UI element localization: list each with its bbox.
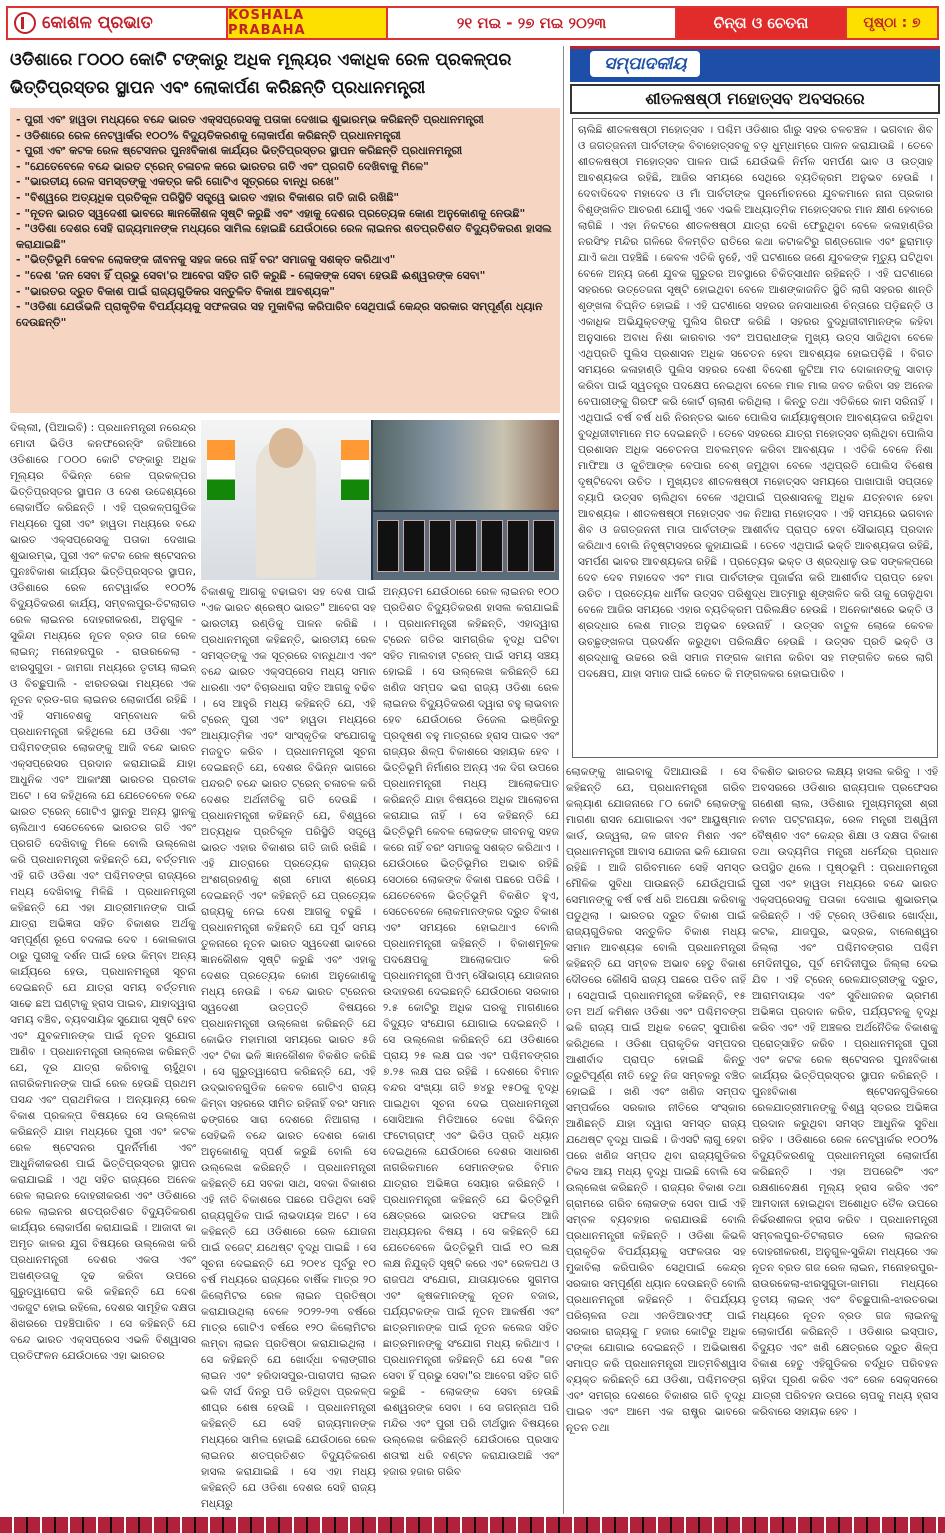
highlight-item: - ପୁରୀ ଏବଂ ହାୱଡା ମଧ୍ୟରେ ବନ୍ଦେ ଭାରତ ଏକ୍ସପ୍ରେସକୁ ପତାକା ଦେଖାଇ ଶୁଭାରମ୍ଭ କରିଛନ୍ତି ପ୍ରଧାନମନ୍ତ୍ରୀ — [16, 113, 484, 126]
highlight-item: - "ଯେତେବେଳେ ବନ୍ଦେ ଭାରତ ଟ୍ରେନ୍ ଚଳାଚଳ କରେ ଭାରତର ଗତି ଏବଂ ପ୍ରଗତି ଦେଖିବାକୁ ମିଳେ" — [16, 159, 429, 173]
highlight-item: - "ଭିତ୍ତିଭୂମି କେବଳ ଲୋକଙ୍କ ଜୀବନକୁ ସହଜ କରେ ନାହିଁ ବରଂ ସମାଜକୁ ସଶକ୍ତ କରିଥାଏ" — [16, 253, 396, 267]
masthead — [6, 6, 939, 40]
plaque — [403, 520, 425, 572]
article-column-2: ବିକାଶକୁ ଆଗକୁ ବଢାଇବା ସହ ଦେଶ ପାଇଁ "ଏକ ଭାରତ ଶ୍ରେଷ୍ଠ ଭାରତ" ଆବେଗ ସହ ଭାରତୀୟ ରଣ୍ଡିକୁ ପାଳନ କରିଛି । ପ୍ରଧାନମନ୍ତ୍ରୀ କହିଛନ୍ତି, ଭାରତୀୟ ରେଳ ସମସ୍ତଙ୍କୁ ଏକ ସୂତ୍ରରେ ବାନ୍ଧିଥାଏ ଏବଂ ବନ୍ଦେ ଭାରତ ଏକ୍ସପ୍ରେସ ମଧ୍ୟ ସମାନ ଧାରଣା ଏବଂ ବିଚାରଧାରା ସହିତ ଆଗକୁ ବଢିବ । ସେ ଆହୁରି ମଧ୍ୟ କହିଛନ୍ତି ଯେ, ଏହି ଟ୍ରେନ୍ ପୁରୀ ଏବଂ ହାୱଡା ମଧ୍ୟରେ ଆଧ୍ୟାତ୍ମିକ ଏବଂ ସାଂସ୍କୃତିକ ସଂଯୋଗକୁ ମଜବୁତ କରିବ । ପ୍ରଧାନମନ୍ତ୍ରୀ ସୂଚନା ଦେଇଛନ୍ତି ଯେ, ଦେଶର ବିଭିନ୍ନ ଭାଗରେ ପନ୍ଦରଟି ବନ୍ଦେ ଭାରତ ଟ୍ରେନ୍ ଚଳାଚଳ କରି ଦେଶର ଅର୍ଥନୀତିକୁ ଗତି ଦେଉଛି । ପ୍ରଧାନମନ୍ତ୍ରୀ କହିଛନ୍ତି ଯେ, ବିଶ୍ୱରେ ଅତ୍ୟଧିକ ପ୍ରତିକୂଳ ପରିସ୍ଥିତି ସତ୍ତ୍ୱେ ଭାରତ ଏହାର ବିକାଶର ଗତି ଜାରି ରଖିଛି । ଏହି ଯାତ୍ରାରେ ପ୍ରତ୍ୟେକ ରାଜ୍ୟର ଅଂଶଗ୍ରହଣକୁ ଶ୍ରୀ ମୋଦୀ ଶ୍ରେୟ ଦେଇଛନ୍ତି ଏବଂ କହିଛନ୍ତି ଯେ ପ୍ରତ୍ୟେକ ରାଜ୍ୟକୁ ନେଇ ଦେଶ ଆଗକୁ ବଢୁଛି । ପ୍ରଧାନମନ୍ତ୍ରୀ କହିଛନ୍ତି ଯେ ପୂର୍ବ ସମୟ ତୁଳନାରେ ନୂତନ ଭାରତ ସ୍ୱଦେଶୀ ଭାବରେ ଜ୍ଞାନକୌଶଳ ସୃଷ୍ଟି କରୁଛି ଏବଂ ଏହାକୁ ଦେଶର ପ୍ରତ୍ୟେକ କୋଣ ଅନୁକୋଣକୁ ମଧ୍ୟ ନେଉଛି । ବନ୍ଦେ ଭାରତ ଟ୍ରେନର ସ୍ୱଦେଶୀ ଉତ୍ପତ୍ତି ବିଷୟରେ ପ୍ରଧାନମନ୍ତ୍ରୀ ଉଲ୍ଲେଖ କରିଛନ୍ତି ଯେ କୋଭିଡ ମହାମାରୀ ସମୟରେ ଭାରତ ୫ଜି ଏବଂ ଟିକା ଭଳି ଜ୍ଞାନକୌଶଳ ବିକଶିତ କରିଛି । ସେ ଗୁରୁତ୍ୱାରୋପ କରିଛନ୍ତି ଯେ, ଏହି ଉଦ୍ଭାବନଗୁଡିକ କେବଳ ଗୋଟିଏ ରାଜ୍ୟ କିମ୍ବା ସହରରେ ସୀମିତ ରହିନାହିଁ ବରଂ ସମାନ ଢଙ୍ଗରେ ସାରା ଦେଶରେ ନିଆଗଲା । ସେହିଭଳି ବନ୍ଦେ ଭାରତ ଦେଶର କୋଣ ଅନୁକୋଣକୁ ସ୍ପର୍ଶ କରୁଛି ବୋଲି ସେ ଉଲ୍ଲେଖ କରିଛନ୍ତି । ପ୍ରଧାନମନ୍ତ୍ରୀ କହିଛନ୍ତି ଯେ ସବକା ସାଥ, ସବକା ବିକାଶର ଏହି ନୀତି ବିକାଶରେ ପଛରେ ପଡିଥିବା ସେହି ରାଜ୍ୟଗୁଡିକ ପାଇଁ ଲାଭଦାୟକ ଅଟେ । ସେ କହିଛନ୍ତି ଯେ ଓଡିଶାରେ ରେଳ ଯୋଜନା ପାଇଁ ବଜେଟ୍ ଯଥେଷ୍ଟ ବୃଦ୍ଧି ପାଇଛି । ସେ ସୂଚନା ଦେଇଛନ୍ତି ଯେ ୨୦୧୪ ପୂର୍ବରୁ ୧୦ ବର୍ଷ ମଧ୍ୟରେ ରାଜ୍ୟରେ ବାର୍ଷିକ ମାତ୍ର ୨୦ କିଲୋମିଟର ରେଳ ଲାଇନ ପ୍ରତିଷ୍ଠା କରାଯାଉଥିଲା ବେଳେ ୨୦୨୨-୨୩ ବର୍ଷରେ ମାତ୍ର ଗୋଟିଏ ବର୍ଷରେ ୧୨୦ କିଲୋମିଟର ଲମ୍ବା ଲାଇନ ପ୍ରତିଷ୍ଠା କରାଯାଇଥିଲା । ସେ କହିଛନ୍ତି ଯେ ଖୋର୍ଦ୍ଧା ବଲାଙ୍ଗୀର ଲାଇନ ଏବଂ ହରିଦାସପୁର-ପାରାଦୀପ ଲାଇନ ଭଳି ଦୀର୍ଘ ଦିନରୁ ପଡି ରହିଥିବା ପ୍ରକଳ୍ପ ଶୀଘ୍ର ଶେଷ ହେଉଛି । ପ୍ରଧାନମନ୍ତ୍ରୀ କହିଛନ୍ତି ଯେ ସେହି ରାଜ୍ୟମାନଙ୍କ ମଧ୍ୟରେ ସାମିଲ ହୋଇଛି ଯେଉଁଠାରେ ରେଳ ଲାଇନର ଶତପ୍ରତିଶତ ବିଦ୍ୟୁତିକରଣ ହାସଲ କରାଯାଇଛି । ସେ ଏହା ମଧ୍ୟ କହିଛନ୍ତି ଯେ ଓଡିଶା ଦେଶର ସେହି ରାଜ୍ୟ ମଧ୍ୟରୁ — [201, 586, 376, 1510]
pm-video-conference-photo — [201, 420, 559, 580]
plaque — [429, 520, 451, 572]
article-column-3: ଅନ୍ୟତମ ଯେଉଁଠାରେ ରେଳ ଲାଇନର ୧୦୦ ପ୍ରତିଶତ ବିଦ୍ୟୁତିକରଣ ହାସଲ କରାଯାଇଛି । ପ୍ରଧାନମନ୍ତ୍ରୀ କହିଛନ୍ତି, ଏହାଦ୍ୱାରା ଟ୍ରେନ ଗତିର ସାମଗ୍ରିକ ବୃଦ୍ଧି ଘଟିବା ସହିତ ମାଲବାହୀ ଟ୍ରେନ୍ ପାଇଁ ସମୟ ସଞ୍ଚୟ ହୋଇଛି । ସେ ଉଲ୍ଲେଖ କରିଛନ୍ତି ଯେ ଖଣିଜ ସମ୍ପଦ ଭରା ରାଜ୍ୟ ଓଡିଶା ରେଳ ଲାଇନର ବିଦ୍ୟୁତିକରଣ ଦ୍ୱାରା ବହୁ ଲାଭବାନ ହେବ ଯେଉଁଠାରେ ଡିଜେଲ ଇଞ୍ଜିନରୁ ପ୍ରଦୂଷଣ ବହୁ ମାତ୍ରାରେ ହ୍ରାସ ପାଇବ ଏବଂ ରାଜ୍ୟର ଶିଳ୍ପ ବିକାଶରେ ସହାୟକ ହେବ । ଭିତ୍ତିଭୂମି ନିର୍ମାଣର ଅନ୍ୟ ଏକ ଦିଗ ଉପରେ ପ୍ରଧାନମନ୍ତ୍ରୀ ମଧ୍ୟ ଆଲୋକପାତ କରିଛନ୍ତି ଯାହା ବିଷୟରେ ଅଧିକ ଆଲୋଚନା କରାଯାଇ ନାହିଁ । ସେ କହିଛନ୍ତି ଯେ ଭିତ୍ତିଭୂମି କେବଳ ଲୋକଙ୍କ ଜୀବନକୁ ସହଜ କରେ ନାହିଁ ବରଂ ସମାଜକୁ ସଶକ୍ତ କରିଥାଏ । ଯେଉଁଠାରେ ଭିତ୍ତିଭୂମିର ଅଭାବ ରହିଛି ସେଠାରେ ଲୋକଙ୍କ ବିକାଶ ପଛରେ ପଡିଛି । ଯେତେବେଳେ ଭିତ୍ତିଭୂମି ବିକଶିତ ହୁଏ, ସେତେବେଳେ ଲୋକମାନଙ୍କର ଦ୍ରୁତ ବିକାଶ ଏବଂ ସମୟରେ ହୋଇଥାଏ ବୋଲି ପ୍ରଧାନମନ୍ତ୍ରୀ କହିଛନ୍ତି । ବିକାଶମୂଳକ ପଦକ୍ଷେପକୁ ଆଲୋକପାତ କରି ପ୍ରଧାନମନ୍ତ୍ରୀ ପିଏମ୍ ସୌଭାଗ୍ୟ ଯୋଜନାର ଉଦାହରଣ ଦେଇଛନ୍ତି ଯେଉଁଠାରେ ସରକାର ୨.୫ କୋଟିରୁ ଅଧିକ ଘରକୁ ମାଗଣାରେ ବିଦ୍ୟୁତ ସଂଯୋଗ ଯୋଗାଇ ଦେଇଛନ୍ତି । ସେ ଉଲ୍ଲେଖ କରିଛନ୍ତି ଯେ ଓଡିଶାରେ ପ୍ରାୟ ୨୫ ଲକ୍ଷ ଘର ଏବଂ ପଶ୍ଚିମବଙ୍ଗର ୭.୨୫ ଲକ୍ଷ ଘର ରହିଛି । ଦେଶରେ ବିମାନ ବନ୍ଦର ସଂଖ୍ୟା ଗତି ୭୪ରୁ ୧୫୦କୁ ବୃଦ୍ଧି ପାଇଥିବା ସୂଚନା ଦେଇ ପ୍ରଧାନମନ୍ତ୍ରୀ ସୋସିଆଲ ମିଡିଆରେ ଦେଖା ବିଭିନ୍ନ ଫଟୋଗ୍ରାଫ୍ ଏବଂ ଭିଡିଓ ପ୍ରତି ଧ୍ୟାନ ଦେଇଥିଲେ ଯେଉଁଠାରେ ଦେଶର ସାଧାରଣ ନାଗରିକମାନେ ସେମାନଙ୍କର ବିମାନ ଯାତ୍ରାର ଅଭିଜ୍ଞତା ସେୟାର କରିଛନ୍ତି । ପ୍ରଧାନମନ୍ତ୍ରୀ କହିଛନ୍ତି ଯେ ଭିତ୍ତିଭୂମି କ୍ଷେତ୍ରରେ ଭାରତର ସଫଳତା ଆଜି ଅଧ୍ୟୟନର ବିଷୟ । ସେ କହିଛନ୍ତି ଯେ ଯେତେବେଳେ ଭିତ୍ତିଭୂମି ପାଇଁ ୧୦ ଲକ୍ଷ ଲକ୍ଷ ନିଯୁକ୍ତି ସୃଷ୍ଟି କରେ ଏବଂ ରେଳପଥ ଓ ରାଜପଥ ସଂଯୋଗ, ଯାତାୟାତରେ ସୁଗମତା ଏବଂ କୃଷକମାନଙ୍କୁ ନୂତନ ବଜାର, ପର୍ଯ୍ୟଟକଙ୍କ ପାଇଁ ନୂତନ ଆକର୍ଷଣ ଏବଂ ଛାତ୍ରମାନଙ୍କ ପାଇଁ ନୂତନ କଲେଜ ସହିତ ଛାତ୍ରମାନଙ୍କୁ ସଂଯୋଗ ମଧ୍ୟ କରିଥାଏ । ପ୍ରଧାନମନ୍ତ୍ରୀ କହିଛନ୍ତି ଯେ ଦେଶ "ଜନ ସେବା ହିଁ ପ୍ରଭୁ ସେବା"ର ଆବେଗ ସହିତ ଗତି କରୁଛି - ଲୋକଙ୍କ ସେବା ହେଉଛି ଈଶ୍ୱରଙ୍କ ସେବା । ସେ ଜଗନ୍ନାଥ ପରି ମନ୍ଦିର ଏବଂ ପୁରୀ ପରି ତୀର୍ଥସ୍ଥାନ ବିଷୟରେ ଉଲ୍ଲେଖ କରିଛନ୍ତି ଯେଉଁଠାରେ ପ୍ରସାଦ ଶତାବ୍ଦୀ ଧରି ବଣ୍ଟନ କରାଯାଉଅଛି ଏବଂ ହଜାର ହଜାର ଗରିବ — [383, 586, 559, 1478]
newspaper-logo — [8, 8, 228, 38]
india-flag-icon — [341, 440, 369, 500]
decorative-border — [0, 1517, 945, 1533]
foundation-plaques — [373, 512, 559, 580]
highlight-item: - "ବିଶ୍ୱରେ ଅତ୍ୟଧିକ ପ୍ରତିକୂଳ ପରିସ୍ଥିତି ସତ୍ତ୍ୱେ ଭାରତ ଏହାର ବିକାଶର ଗତି ଜାରି ରଖିଛି" — [16, 190, 400, 204]
station-render — [373, 420, 559, 510]
highlight-item: - ପୁରୀ ଏବଂ କଟକ ରେଳ ଷ୍ଟେସନର ପୁନଃବିକାଶ କାର୍ଯ୍ୟର ଭିତ୍ତିପ୍ରସ୍ତର ସ୍ଥାପନ କରିଛନ୍ତି ପ୍ରଧାନମନ୍ତ୍ରୀ — [16, 144, 463, 158]
highlight-item: - "ଦେଶ 'ଜନ ସେବା ହିଁ ପ୍ରଭୁ ସେବା'ର ଆବେଗ ସହିତ ଗତି କରୁଛି - ଲୋକଙ୍କ ସେବା ହେଉଛି ଈଶ୍ୱରଙ୍କ ସେବା" — [16, 268, 486, 282]
highlight-item: - "ଓଡିଶା ଦେଶର ସେହି ରାଜ୍ୟମାନଙ୍କ ମଧ୍ୟରେ ସାମିଲ ହୋଇଛି ଯେଉଁଠାରେ ରେଳ ଲାଇନର ଶତପ୍ରତିଶତ ବିଦ୍ୟୁତିକରଣ ହାସଲ କରାଯାଇଛି" — [16, 222, 552, 251]
highlight-item: - "ଭାରତର ଦ୍ରୁତ ବିକାଶ ପାଇଁ ରାଜ୍ୟଗୁଡିକର ସନ୍ତୁଳିତ ବିକାଶ ଆବଶ୍ୟକ" — [16, 284, 336, 298]
logo-emblem-icon — [14, 12, 36, 34]
article-column-4: ଲୋକଙ୍କୁ ଖାଇବାକୁ ଦିଆଯାଉଛି । ସେ କହିଛନ୍ତି ଯେ, ପ୍ରଧାନମନ୍ତ୍ରୀ ଗରିବ କଲ୍ୟାଣ ଯୋଜନାରେ ୮୦ କୋଟି ଲୋକଙ୍କୁ ମାଗଣା ରାସନ ଯୋଗାଇବା ଏବଂ ଆୟୁଷ୍ମାନ କାର୍ଡ, ଉଜ୍ୱଲା, ଜଳ ଜୀବନ ମିଶନ ଏବଂ ପ୍ରଧାନମନ୍ତ୍ରୀ ଆବାସ ଯୋଜନା ଭଳି ଯୋଜନା ରହିଛି । ଆଜି ଗରିବମାନେ ସେହି ସମସ୍ତ ମୌଳିକ ସୁବିଧା ପାଉଛନ୍ତି ଯେଉଁଥିପାଇଁ ସେମାନଙ୍କୁ ବର୍ଷ ବର୍ଷ ଧରି ଅପେକ୍ଷା କରିବାକୁ ପଡୁଥିଲା । ଭାରତର ଦ୍ରୁତ ବିକାଶ ପାଇଁ ରାଜ୍ୟଗୁଡିକର ସନ୍ତୁଳିତ ବିକାଶ ମଧ୍ୟ ସମାନ ଆବଶ୍ୟକ ବୋଲି ପ୍ରଧାନମନ୍ତ୍ରୀ କହିଛନ୍ତି ଯେ ସମ୍ବଳ ଅଭାବ ହେତୁ ବିକାଶ ଦୌଡରେ କୌଣସି ରାଜ୍ୟ ପଛରେ ପଡିବ ନାହିଁ । ସେଥିପାଇଁ ପ୍ରଧାନମନ୍ତ୍ରୀ କହିଛନ୍ତି, ୧୫ ତମ ଅର୍ଥ କମିଶନ ଓଡିଶା ଏବଂ ପଶ୍ଚିମବଙ୍ଗ ଭଳି ରାଜ୍ୟ ପାଇଁ ଅଧିକ ବଜେଟ୍ ସୁପାରିଶ କରିଥିଲେ । ଓଡିଶା ପ୍ରାକୃତିକ ସମ୍ପଦର ଆଶୀର୍ବାଦ ପ୍ରାପ୍ତ ହୋଇଛି କିନ୍ତୁ ତ୍ରୁଟିପୂର୍ଣ୍ଣ ନୀତି ହେତୁ ନିଜ ସମ୍ବଳରୁ ବଞ୍ଚିତ ହୋଇଛି । ଖଣି ଏବଂ ଖଣିଜ ସମ୍ପଦ ସମ୍ପର୍କରେ ସରକାର ନୀତିରେ ସଂସ୍କାର ଆଣିଛନ୍ତି ଯାହା ଦ୍ୱାରା ସମସ୍ତ ରାଜ୍ୟ ଯଥେଷ୍ଟ ବୃଦ୍ଧି ପାଇଛି । ଜିଏସଟି ଲାଗୁ ହେବା ପରେ ଖଣିଜ ସମ୍ପଦ ଥିବା ରାଜ୍ୟଗୁଡିକର ଟିକସ ଆୟ ମଧ୍ୟ ବୃଦ୍ଧି ପାଇଛି ବୋଲି ସେ ଉଲ୍ଲେଖ କରିଛନ୍ତି । ରାଜ୍ୟର ବିକାଶ ତଥା ଗ୍ରାମରେ ଗରିବ ଲୋକଙ୍କ ସେବା ପାଇଁ ଏହି ସମ୍ବଳ ବ୍ୟବହାର କରାଯାଉଛି ବୋଲି ପ୍ରଧାନମନ୍ତ୍ରୀ କହିଛନ୍ତି । ଓଡିଶା କିଭଳି ପ୍ରାକୃତିକ ବିପର୍ଯ୍ୟୟକୁ ସଫଳତାର ସହ ମୁକାବିଲା କରିପାରିବ ସେଥିପାଇଁ କେନ୍ଦ୍ର ସରକାର ସମ୍ପୂର୍ଣ୍ଣ ଧ୍ୟାନ ଦେଉଛନ୍ତି ବୋଲି ପ୍ରଧାନମନ୍ତ୍ରୀ କହିଛନ୍ତି । ବିପର୍ଯ୍ୟୟ ପରିଚାଳନା ତଥା ଏନଡିଆରଏଫ୍ ପାଇଁ ସରକାର ରାଜ୍ୟକୁ ୮ ହଜାର କୋଟିରୁ ଅଧିକ ଟଙ୍କା ଯୋଗାଇ ଦେଇଛନ୍ତି । ଅଭିଭାଷଣ ସମାପ୍ତ କରି ପ୍ରଧାନମନ୍ତ୍ରୀ ଆତ୍ମବିଶ୍ୱାସ ବ୍ୟକ୍ତ କରିଛନ୍ତି ଯେ ଓଡିଶା, ପଶ୍ଚିମବଙ୍ଗ ଏବଂ ସମଗ୍ର ଦେଶରେ ବିକାଶର ଗତି ବୃଦ୍ଧି ପାଇବ ଏବଂ ଆମେ ଏକ ରାଷ୍ଟ୍ର ଭାବରେ ନୂତନ ତଥା — [566, 766, 746, 1434]
editorial-body: ଚାଲିଛି ଶୀତଳଷଷ୍ଠୀ ମହୋତ୍ସବ । ପଶ୍ଚିମ ଓଡିଶାର ଗାଁରୁ ସହର ଚଳଚଞ୍ଚଳ । ଭଗବାନ ଶିବ ଓ ଜଗତ୍ଜନନୀ ପାର୍ବତୀଙ୍କ ବିବାହୋତ୍ସବକୁ ବଡ଼ ଧୁମ୍ଧାମ୍ରେ ପାଳନ କରାଯାଉଛି । ତେବେ ଶୀତଳଷଷ୍ଠୀ ମହୋତ୍ସବ ପାଳନ ପାଇଁ ଯେଉଁଭଳି ନିର୍ମଳ ସମର୍ପଣ ଭାବ ଓ ଉତ୍ସାହ ଆବଶ୍ୟକତା ରହିଛି, ଆଜିର ସମୟରେ ସେଥିରେ ବ୍ୟତିକ୍ରମ ଅନୁଭବ ହେଉଛି । ଦେବାଦିଦେବ ମହାଦେବ ଓ ମାଁ ପାର୍ବତୀଙ୍କ ପୁନର୍ମୋଚନରେ ଯୁବକମାନେ ନାନା ପ୍ରକାର ବିଶୃଙ୍ଖଳିତ ଆଚରଣ ଯୋଗୁଁ ଏବେ ଏଭଳି ଆଧ୍ୟାତ୍ମିକ ମହୋତ୍ସବର ମାନ କ୍ଷୀଣ ହେବାରେ ଲାଗିଛି । ଏହା ନିକଟରେ ଶୀତଳଷଷ୍ଠୀ ଯାତ୍ରା ଦେଖି ଫେରୁଥିବା ବେଳେ କଳାହାଣ୍ଡିର ନରସିଂହ ମନ୍ଦିର ଗଳିରେ ବିଳମ୍ବିତ ରାତିରେ କଥା କଟାକଟିରୁ ଗଣ୍ଡଗୋଳ ଏବଂ ଛୁରାମାଡ଼ ଯାଏଁ କଥା ପହଞ୍ଚିଛି । କେବଳ ଏତିକି ନୁହେଁ, ଏହି ଘଟଣାରେ ଜଣେ ଯୁବକଙ୍କ ମୃତ୍ୟୁ ଘଟିଥିବା ବେଳେ ଅନ୍ୟ ଜଣେ ଯୁବକ ଗୁରୁତର ଅବସ୍ଥାରେ ଚିକିତ୍ସାଧୀନ ରହିଛନ୍ତି । ଏହି ଘଟଣାରେ ସହରରେ ଉତ୍ତେଜନା ସୃଷ୍ଟି ହୋଇଥିବା ବେଳେ ଆଶଙ୍କାଜନିତ ସ୍ଥିତି ଲାଗି ସହରର ଶାନ୍ତି ଶୃଙ୍ଖଳା ବିଘ୍ନିତ ହୋଇଛି । ଏହି ଘଟଣାରେ ସହରର ଜନସାଧାରଣ ଚିନ୍ତାରେ ପଡ଼ିଛନ୍ତି ଓ ଏକାଧିକ ଅଭିଯୁକ୍ତଙ୍କୁ ପୁଲିସ ଗିରଫ କରିଛି । ସହରର ବୁଦ୍ଧିଜୀବୀମାନଙ୍କ କହିବା ଅନୁସାରେ ଅବାଧ ନିଶା କାରବାର ଏବଂ ଅପରାଧୀଙ୍କ ମୁଖ୍ୟ ଉତ୍ସ ସାଜିଥିବା ବେଳେ ଏଥିପ୍ରତି ପୁଲିସ ପ୍ରଶାସନ ଅଧିକ ସଚେତନ ହେବା ଆବଶ୍ୟକ ହୋଇପଡ଼ିଛି । ବିଗତ ସମୟରେ କଳାହାଣ୍ଡି ପୁଲିସ ସହରର ଦେଶୀ ବିଦେଶୀ କୁଟିଆ ମଦ ଦୋକାନଙ୍କୁ ସାବାଡ଼ କରିବା ପାଇଁ ସ୍ୱତନ୍ତ୍ର ପଦକ୍ଷେପ ନେଇଥିବା ବେଳେ ମାଳ ମାଲ ଜବତ କରିବା ସହ ଅନେକ ବେପାରୀଙ୍କୁ ଗିରଫ କରି କୋର୍ଟ ଚାଲାଣ କରିଥିଲା । କିନ୍ତୁ ତଥା ଏତିକିରେ କାମ ସରିନାହିଁ । ଏଥିପାଇଁ ବର୍ଷ ବର୍ଷ ଧରି ନିରନ୍ତର ଭାବେ ପୋଲିସ କାର୍ଯ୍ୟାନୁଷ୍ଠାନ ଆବଶ୍ୟକତା ରହିଥିବା ବୁଦ୍ଧିଜୀବୀମାନେ ମତ ଦେଇଛନ୍ତି । ତେବେ ସହରରେ ଯାତ୍ରା ମହୋତ୍ସବ ଚାଲିଥିବା ପୋଲିସ ପ୍ରଶାସନ ଅଧିକ ସଚେତନତା ଅବଲମ୍ବନ କରିବା ଆବଶ୍ୟକ । ଏତିକି ବେଳେ ନିଶା ମାଫିଆ ଓ କୁଚିଆଙ୍କ ବେପାର ବେଶ୍ ଜମୁଥିବା ବେଳେ ଏଥିପ୍ରତି ପୋଲିସ ବିଶେଷ ଦୃଷ୍ଟିଦେବା ଉଚିତ । ମୁଖ୍ୟତଃ ଶୀତଳଷଷ୍ଠୀ ମହୋତ୍ସବ ସମୟରେ ପାଖାପାଖି ସପ୍ତାହେ ବ୍ୟାପି ଉତ୍ସବ ଚାଲିଥିବା ବେଳେ ଏଥିପାଇଁ ପ୍ରଶାସନକୁ ଅଧିକ ଯତ୍ନବାନ ହେବା ଆବଶ୍ୟକ । ଶୀତଳଷଷ୍ଠୀ ମହୋତ୍ସବ ଏକ ନିଆରା ମହୋତ୍ସବ । ଏହି ସମୟରେ ଭଗବାନ ଶିବ ଓ ଜଗତ୍ଜନନୀ ମାତା ପାର୍ବତୀଙ୍କ ଆଶୀର୍ବାଦ ପ୍ରାପ୍ତ ହେବା ସୌଭାଗ୍ୟ ପ୍ରଦାନ କରିଥାଏ ବୋଲି ନିବୃଷ୍ଟାସହରେ କୁହାଯାଇଛି । ତେବେ ଏଥିପାଇଁ ଭକ୍ତି ଆବଶ୍ୟକତା ରହିଛି, ସମର୍ପଣ ଭାବର ଆବଶ୍ୟକତା ରହିଛି । ପ୍ରତ୍ୟେକ ଭକ୍ତ ଓ ଶ୍ରଦ୍ଧାଳୁ ଉଚ୍ଚ ସଙ୍କଳ୍ପରେ ଦେବ ଦେବ ମହାଦେବ ଏବଂ ମାତା ପାର୍ବତୀଙ୍କ ପୂଜାର୍ଚ୍ଚନା କରି ଆଶୀର୍ବାଦ ପ୍ରାପ୍ତ ହେବା ଉଚିତ । ପ୍ରତ୍ୟେକ ଧାର୍ମିକ ଉତ୍ସବ ପରିଶୁଦ୍ଧ ଆତ୍ମାରୁ ଶୃଙ୍ଖଳିତ କରି ତାକୁ ତୋଳୁଥିବା ବେଳେ ଆଜିର ସମୟରେ ଏହାର ବ୍ୟତିକ୍ରମ ପରିଲକ୍ଷିତ ହେଉଛି । ଅନେକାଂଶରେ ଭକ୍ତି ଓ ଶ୍ରଦ୍ଧାର ଲେଶ ମାତ୍ର ଅନୁଭବ ହେଉନାହିଁ । ଉତ୍ସବ ବାତୁଳ ଲୋକେ କେବଳ ଉଚ୍ଛୃଙ୍ଖଳତା ପ୍ରଦର୍ଶନ କରୁଥିବା ପରିଲକ୍ଷିତ ହେଉଛି । ଉତ୍ସବ ପ୍ରତି ଭକ୍ତି ଓ ଶ୍ରଦ୍ଧାକୁ ଉଚ୍ଚରେ ରଖି ସମାଜ ମଙ୍ଗଳ କାମନା କରିବା ସହ ମଙ୍ଗଳିତ କରେ ଲାଗି ପଦକ୍ଷେପ, ଯାହା ସମାଜ ପାଇଁ କେତେ କି ମଙ୍ଗଳକର ହୋଇପାରିବ । — [578, 124, 933, 680]
highlight-item: - "ଓଡିଶା ଯେଉଁଭଳି ପ୍ରାକୃତିକ ବିପର୍ଯ୍ୟୟକୁ ସଫଳତାର ସହ ମୁକାବିଲା କରିପାରିବ ସେଥିପାଇଁ କେନ୍ଦ୍ର ସରକାର ସମ୍ପୂର୍ଣ୍ଣ ଧ୍ୟାନ ଦେଉଛନ୍ତି" — [16, 300, 543, 329]
plaque — [377, 520, 399, 572]
article-column-5: ବିକଶିତ ଭାରତର ଲକ୍ଷ୍ୟ ହାସଲ କରିବୁ । ଏହି ଅବସରରେ ଓଡିଶାର ରାଜ୍ୟପାଳ ପ୍ରଫେସର ଗଣେଶୀ ଲାଲ, ଓଡିଶାର ମୁଖ୍ୟମନ୍ତ୍ରୀ ଶ୍ରୀ ନବୀନ ପଟ୍ଟନାୟକ, ରେଳ ମନ୍ତ୍ରୀ ଅଶ୍ୱିନୀ ବୈଷ୍ଣବ ଏବଂ କେନ୍ଦ୍ର ଶିକ୍ଷା ଓ ଦକ୍ଷତା ବିକାଶ ତଥା ଉଦ୍ୟମିତା ମନ୍ତ୍ରୀ ଧର୍ମେନ୍ଦ୍ର ପ୍ରଧାନ ଉପସ୍ଥିତ ଥିଲେ । ପୃଷ୍ଠଭୂମି : ପ୍ରଧାନମନ୍ତ୍ରୀ ପୁରୀ ଏବଂ ହାୱଡା ମଧ୍ୟରେ ବନ୍ଦେ ଭାରତ ଏକ୍ସପ୍ରେସକୁ ପତାକା ଦେଖାଇ ଶୁଭାରମ୍ଭ କରିଛନ୍ତି । ଏହି ଟ୍ରେନ୍ ଓଡିଶାର ଖୋର୍ଦ୍ଧା, କଟକ, ଯାଜପୁର, ଭଦ୍ରକ, ବାଲେଶ୍ୱର ଜିଲ୍ଲା ଏବଂ ପଶ୍ଚିମବଙ୍ଗର ପଶ୍ଚିମ ମେଦିନୀପୁର, ପୂର୍ବ ମେଦିନୀପୁର ଜିଲ୍ଲା ଦେଇ ଯିବ । ଏହି ଟ୍ରେନ୍ ରେଳଯାତ୍ରୀଙ୍କୁ ଦ୍ରୁତ, ଆରାମଦାୟକ ଏବଂ ସୁବିଧାଜନକ ଭ୍ରମଣ ଅଭିଜ୍ଞତା ପ୍ରଦାନ କରିବ, ପର୍ଯ୍ୟଟନକୁ ବୃଦ୍ଧି କରିବ ଏବଂ ଏହି ଅଞ୍ଚଳର ଅର୍ଥନୈତିକ ବିକାଶକୁ ପ୍ରୋତ୍ସାହିତ କରିବ । ପ୍ରଧାନମନ୍ତ୍ରୀ ପୁରୀ ଏବଂ କଟକ ରେଳ ଷ୍ଟେସନର ପୁନଃବିକାଶ କାର୍ଯ୍ୟର ଭିତ୍ତିପ୍ରସ୍ତର ସ୍ଥାପନ କରିଛନ୍ତି । ପୁନଃବିକାଶ ଷ୍ଟେସନଗୁଡିକରେ ରେଳଯାତ୍ରୀମାନଙ୍କୁ ବିଶ୍ୱ ସ୍ତରର ଅଭିଜ୍ଞତା ପ୍ରଦାନ କରୁଥିବା ସମସ୍ତ ଆଧୁନିକ ସୁବିଧା ରହିବ । ଓଡିଶାରେ ରେଳ ନେଟୱାର୍କର ୧୦୦% ବିଦ୍ୟୁତିକରଣକୁ ପ୍ରଧାନମନ୍ତ୍ରୀ ଲୋକାର୍ପଣ କରିଛନ୍ତି । ଏହା ଅପରେଟିଂ ଏବଂ ରକ୍ଷଣାବେକ୍ଷଣ ମୂଲ୍ୟ ହ୍ରାସ କରିବ ଏବଂ ଆମଦାନୀ ହୋଇଥିବା ଅଶୋଧିତ ତୈଳ ଉପରେ ନିର୍ଭରଶୀଳତା ହ୍ରାସ କରିବ । ପ୍ରଧାନମନ୍ତ୍ରୀ ସମ୍ବଲପୁର-ତିଟଲାଗଡ ରେଳ ଲାଇନର ଦୋହରୀକରଣ, ଅନୁଗୁଳ-ସୁକିନ୍ଦା ମଧ୍ୟରେ ଏକ ନୂତନ ବ୍ରଡ ଗଜ ରେଳ ଲାଇନ, ମନୋହରପୁର-ରାଉରକେଲା-ଝାରସୁଗୁଡା-ଜାମଗା ମଧ୍ୟରେ ତୃତୀୟ ଲାଇନ୍ ଏବଂ ବିଚ୍ଛୁପାଲି-ଝାରତରଭା ମଧ୍ୟରେ ନୂତନ ବ୍ରଡ ଗଜ ଲାଇନକୁ ଲୋକାର୍ପଣ କରିଛନ୍ତି । ଓଡିଶାର ଇସ୍ପାତ, ବିଦ୍ୟୁତ ଏବଂ ଖଣି କ୍ଷେତ୍ରରେ ଦ୍ରୁତ ଶିଳ୍ପ ବିକାଶ ହେତୁ ଏହିଗୁଡିକର ବର୍ଦ୍ଧିତ ପରିବହନ ଚାହିଦା ପୂରଣ କରିବ ଏବଂ ରେଳ ସେକ୍ସନରେ ଯାତ୍ରୀ ପରିବହନ ଉପରେ ଚାପକୁ ମଧ୍ୟ ହ୍ରାସ କରିବାରେ ସହାୟକ ହେବ । — [752, 766, 938, 1418]
editorial-tag: ସମ୍ପାଦକୀୟ — [590, 51, 700, 77]
column-divider — [563, 46, 564, 1514]
section-title: ଚିନ୍ତା ଓ ଚେତନା — [677, 8, 847, 38]
highlights-box — [10, 108, 560, 413]
plaque — [507, 520, 529, 572]
plaque — [481, 520, 503, 572]
page-number: ପୃଷ୍ଠା : ୭ — [847, 8, 937, 38]
article-column-1: ଦିଲ୍ଲୀ, (ପିଆଇବି) : ପ୍ରଧାନମନ୍ତ୍ରୀ ନରେନ୍ଦ୍ର ମୋଦୀ ଭିଡିଓ କନଫରେନ୍ସିଂ ଜରିଆରେ ଓଡିଶାରେ ୮୦୦୦ କୋଟି ଟଙ୍କାରୁ ଅଧିକ ମୂଲ୍ୟର ବିଭିନ୍ନ ରେଳ ପ୍ରକଳ୍ପର ଭିତ୍ତିପ୍ରସ୍ତର ସ୍ଥାପନ ଓ ଦେଶ ଉଦ୍ଦେଶ୍ୟରେ ଲୋକାର୍ପିତ କରିଛନ୍ତି । ଏହି ପ୍ରକଳ୍ପଗୁଡିକ ମଧ୍ୟରେ ପୁରୀ ଏବଂ ହାୱଡା ମଧ୍ୟରେ ବନ୍ଦେ ଭାରତ ଏକ୍ସପ୍ରେସକୁ ପତାକା ଦେଖାଇ ଶୁଭାରମ୍ଭ, ପୁରୀ ଏବଂ କଟକ ରେଳ ଷ୍ଟେସନର ପୁନଃବିକାଶ କାର୍ଯ୍ୟର ଭିତ୍ତିପ୍ରସ୍ତର ସ୍ଥାପନ, ଓଡିଶାରେ ରେଳ ନେଟୱାର୍କର ୧୦୦% ବିଦ୍ୟୁତିକରଣ କାର୍ଯ୍ୟ, ସମ୍ବଲପୁର-ତିଟଲାଗଡ ରେଳ ଲାଇନର ଦୋହରୀକରଣ, ଅନୁଗୁଳ - ସୁକିନ୍ଦା ମଧ୍ୟରେ ନୂତନ ବ୍ରଡ ଗଜ ରେଳ ଲାଇନ୍; ମନୋହରପୁର - ରାଉରକେଲା - ଝାରସୁଗୁଡା - ଜାମଗା ମଧ୍ୟରେ ତୃତୀୟ ଲାଇନ୍ ଓ ବିଚ୍ଛୁପାଲି - ଝାରତରଭା ମଧ୍ୟରେ ଏକ ନୂତନ ବ୍ରଡ-ଗଜ ଲାଇନର ଲୋକାର୍ପଣ ରହିଛି । ଏହି ସମାବେଶକୁ ସମ୍ବୋଧନ କରି ପ୍ରଧାନମନ୍ତ୍ରୀ କହିଥିଲେ ଯେ ଓଡିଶା ଏବଂ ପଶ୍ଚିମବଙ୍ଗର ଲୋକଙ୍କୁ ଆଜି ବନ୍ଦେ ଭାରତ ଏକ୍ସପ୍ରେସର ପ୍ରଦାନ କରାଯାଇଛି ଯାହା ଆଧୁନିକ ଏବଂ ଆକାଂକ୍ଷୀ ଭାରତର ପ୍ରତୀକ ଅଟେ । ସେ କହିଥିଲେ ଯେ ଯେତେବେଳେ ବନ୍ଦେ ଭାରତ ଟ୍ରେନ୍ ଗୋଟିଏ ସ୍ଥାନରୁ ଅନ୍ୟ ସ୍ଥାନକୁ ଚାଲିଥାଏ ସେତେବେଳେ ଭାରତର ଗତି ଏବଂ ପ୍ରଗତି ଦେଖିବାକୁ ମିଳେ ବୋଲି ଉଲ୍ଲେଖ କରି ପ୍ରଧାନମନ୍ତ୍ରୀ କହିଛନ୍ତି ଯେ, ବର୍ତ୍ତମାନ ଏହି ଗତି ଓଡିଶା ଏବଂ ପଶ୍ଚିମବଙ୍ଗ ରାଜ୍ୟରେ ମଧ୍ୟ ଦେଖିବାକୁ ମିଳିଛି । ପ୍ରଧାନମନ୍ତ୍ରୀ କହିଛନ୍ତି ଯେ ଏହା ଯାତ୍ରୀମାନଙ୍କ ପାଇଁ ଯାତ୍ରା ଅଭିଜ୍ଞତା ସହିତ ବିକାଶର ଅର୍ଥକୁ ସମ୍ପୂର୍ଣ୍ଣ ରୂପେ ବଦଳାଇ ଦେବ । କୋଲକାତା ଠାରୁ ପୁରୀକୁ ଦର୍ଶନ ପାଇଁ ହେଉ କିମ୍ବା ଅନ୍ୟ କାର୍ଯ୍ୟରେ ହେଉ, ପ୍ରଧାନମନ୍ତ୍ରୀ ସୂଚନା ଦେଇଛନ୍ତି ଯେ ଯାତ୍ରା ସମୟ ବର୍ତ୍ତମାନ ସାଢେ ଛଅ ଘଣ୍ଟାକୁ ହ୍ରାସ ପାଇବ, ଯାହାଦ୍ୱାରା ସମୟ ବଞ୍ଚିବ, ବ୍ୟବସାୟିକ ସୁଯୋଗ ସୃଷ୍ଟି ହେବ ଏବଂ ଯୁବକମାନଙ୍କ ପାଇଁ ନୂତନ ସୁଯୋଗ ଆଣିବ । ପ୍ରଧାନମନ୍ତ୍ରୀ ଉଲ୍ଲେଖ କରିଛନ୍ତି ଯେ, ଦୂର ଯାତ୍ରା କରିବାକୁ ଚାହୁଁଥିବା ନାଗରିକମାନଙ୍କ ପାଇଁ ରେଳ ହେଉଛି ପ୍ରଥମ ପସନ୍ଦ ଏବଂ ପ୍ରାଥମିକତା । ଅନ୍ୟାନ୍ୟ ରେଳ ବିକାଶ ପ୍ରକଳ୍ପ ବିଷୟରେ ସେ ଉଲ୍ଲେଖ କରିଛନ୍ତି ଯାହା ମଧ୍ୟରେ ପୁରୀ ଏବଂ କଟକ ରେଳ ଷ୍ଟେସନର ପୁନର୍ନିର୍ମାଣ ଏବଂ ଆଧୁନିକୀକରଣ ପାଇଁ ଭିତ୍ତିପ୍ରସ୍ତର ସ୍ଥାପନ କରାଯାଇଛି । ଏଥି ସହିତ ରାଜ୍ୟରେ ଅନେକ ରେଳ ଲାଇନର ଦୋହରୀକରଣ ଏବଂ ଓଡିଶାରେ ରେଳ ଲାଇନର ଶତପ୍ରତିଶତ ବିଦ୍ୟୁତିକରଣ କାର୍ଯ୍ୟର ଲୋକାର୍ପଣ କରାଯାଇଛି । ଆଜାଦୀ କା ଅମୃତ କାଳର ଯୁଗ ବିଷୟରେ ଉଲ୍ଲେଖ କରି ପ୍ରଧାନମନ୍ତ୍ରୀ ଦେଶର ଏକତା ଏବଂ ଅଖଣ୍ଡତାକୁ ଦୃଢ କରିବା ଉପରେ ଗୁରୁତ୍ୱାରୋପ କରି କହିଛନ୍ତି ଯେ ଦେଶ ଏକଜୁଟ ହୋଇ ରହିଲେ, ଦେଶର ସାମୂହିକ ଦକ୍ଷତା ଶିଖରରେ ପହଞ୍ଚିପାରିବ । ସେ କହିଛନ୍ତି ଯେ ବନ୍ଦେ ଭାରତ ଏକ୍ସପ୍ରେସ ଏଭଳି ବିଶ୍ୱାସର ପ୍ରତିଫଳନ ଯେଉଁଠାରେ ଏହା ଭାରତର — [10, 422, 196, 1362]
english-title: KOSHALA PRABAHA — [228, 8, 388, 38]
editorial-title: ଶୀତଳଷଷ୍ଠୀ ମହୋତ୍ସବ ଅବସରରେ — [570, 84, 940, 114]
article-headline: ଓଡିଶାରେ ୮୦୦୦ କୋଟି ଟଙ୍କାରୁ ଅଧିକ ମୂଲ୍ୟର ଏକାଧିକ ରେଳ ପ୍ରକଳ୍ପର ଭିତ୍ତିପ୍ରସ୍ତର ସ୍ଥାପନ ଏବଂ ଲୋକାର୍ପଣ କରିଛନ୍ତି ପ୍ରଧାନମନ୍ତ୍ରୀ — [10, 50, 512, 98]
logo-text: କୋଶଳ ପ୍ରଭାତ — [42, 13, 153, 33]
plaque — [533, 520, 555, 572]
highlight-item: - "ଭାରତୀୟ ରେଳ ସମସ୍ତଙ୍କୁ ଏକତ୍ର କରି ଗୋଟିଏ ସୂତ୍ରରେ ବାନ୍ଧି ରଖେ" — [16, 175, 340, 189]
india-flag-icon — [207, 440, 235, 500]
plaque — [455, 520, 477, 572]
editorial-banner — [570, 46, 940, 82]
speaker-head — [269, 428, 303, 468]
highlight-item: - ଓଡିଶାରେ ରେଳ ନେଟୱାର୍କର ୧୦୦% ବିଦ୍ୟୁତିକରଣକୁ ଲୋକାର୍ପଣ କରିଛନ୍ତି ପ୍ରଧାନମନ୍ତ୍ରୀ — [16, 128, 401, 142]
highlight-item: - "ନୂତନ ଭାରତ ସ୍ୱଦେଶୀ ଭାବରେ ଜ୍ଞାନକୌଶଳ ସୃଷ୍ଟି କରୁଛି ଏବଂ ଏହାକୁ ଦେଶର ପ୍ରତ୍ୟେକ କୋଣ ଅନୁକୋଣକୁ ନେଉଛି" — [16, 206, 526, 220]
issue-date: ୨୧ ମଇ - ୨୭ ମଇ ୨୦୨୩ — [388, 8, 677, 38]
